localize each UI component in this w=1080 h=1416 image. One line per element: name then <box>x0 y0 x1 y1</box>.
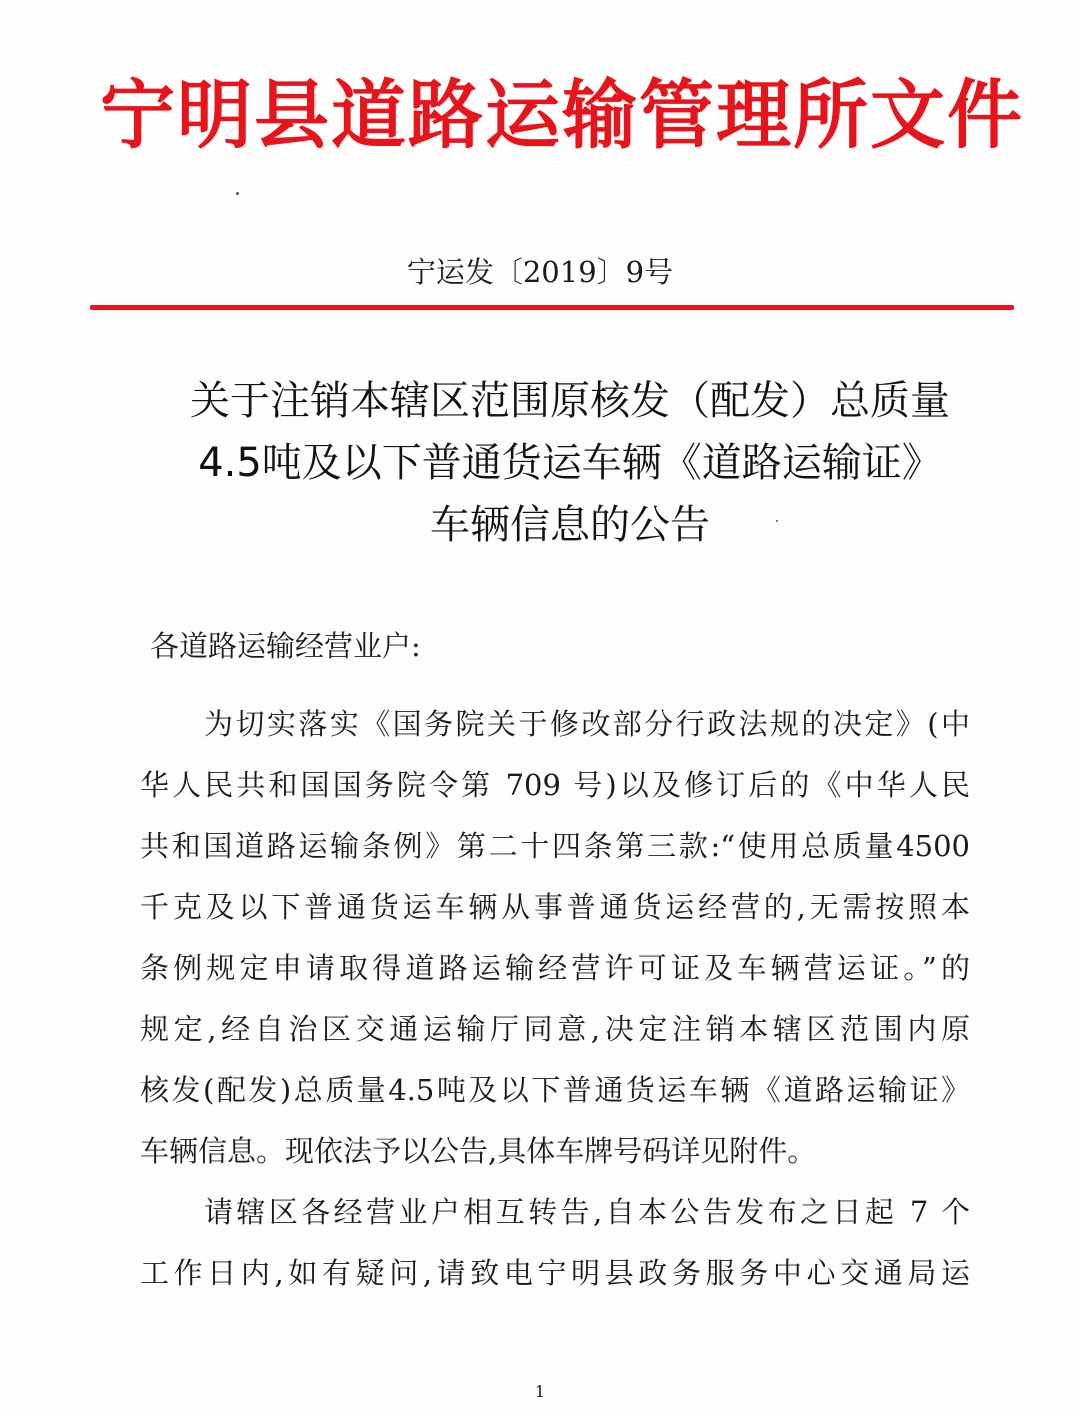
salutation: 各道路运输经营业户: <box>150 629 421 663</box>
body-line: 条例规定申请取得道路运输经营许可证及车辆营运证。”的 <box>140 951 970 985</box>
red-divider <box>90 305 1014 310</box>
title-line: 车辆信息的公告 <box>430 502 710 548</box>
body-line: 规定,经自治区交通运输厅同意,决定注销本辖区范围内原 <box>140 1012 970 1046</box>
body-line: 华人民共和国国务院令第 709 号)以及修订后的《中华人民 <box>140 768 970 802</box>
body-line: 请辖区各经营业户相互转告,自本公告发布之日起 7 个 <box>204 1195 970 1229</box>
scan-speck <box>236 192 239 195</box>
document-number: 宁运发〔2019〕9号 <box>406 255 674 289</box>
title-line: 4.5吨及以下普通货运车辆《道路运输证》 <box>198 440 942 486</box>
page-number: 1 <box>534 1382 546 1401</box>
body-line: 核发(配发)总质量4.5吨及以下普通货运车辆《道路运输证》 <box>140 1073 970 1107</box>
title-line: 关于注销本辖区范围原核发（配发）总质量 <box>190 378 950 424</box>
masthead-title: 宁明县道路运输管理所文件 <box>100 71 1025 159</box>
body-line: 为切实落实《国务院关于修改部分行政法规的决定》(中 <box>204 707 970 741</box>
body-line: 车辆信息。现依法予以公告,具体车牌号码详见附件。 <box>140 1134 817 1168</box>
body-text <box>140 694 970 1304</box>
notice-title <box>110 370 1030 556</box>
body-line: 千克及以下普通货运车辆从事普通货运经营的,无需按照本 <box>140 890 970 924</box>
scan-speck <box>776 520 778 522</box>
body-line: 共和国道路运输条例》第二十四条第三款:“使用总质量4500 <box>140 829 970 863</box>
body-line: 工作日内,如有疑问,请致电宁明县政务服务中心交通局运 <box>140 1256 970 1290</box>
